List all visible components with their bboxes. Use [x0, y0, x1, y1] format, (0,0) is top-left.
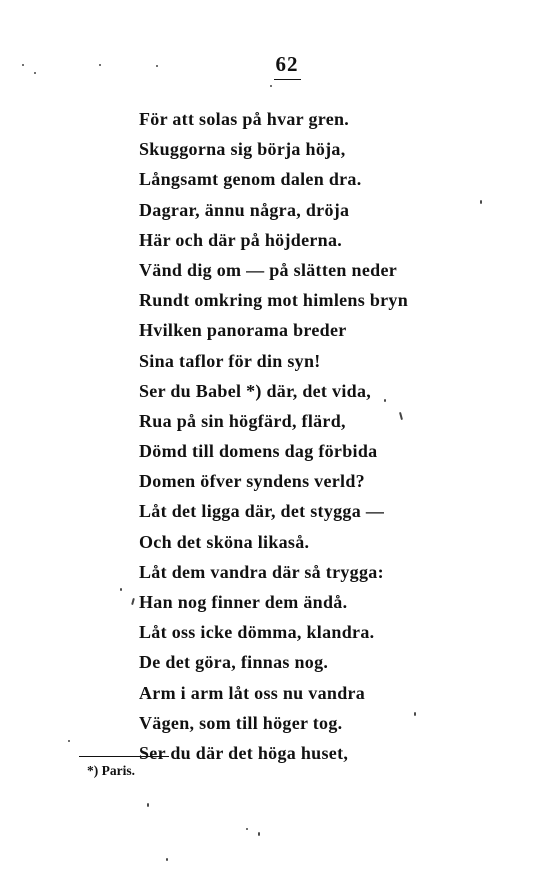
- paper-speck: [480, 200, 482, 204]
- poem-line: Ser du Babel *) där, det vida,: [139, 380, 372, 401]
- paper-speck: [414, 712, 416, 716]
- poem-line: Låt dem vandra där så trygga:: [139, 561, 384, 582]
- poem-text: [139, 104, 408, 768]
- footnote-divider: [79, 756, 169, 757]
- paper-speck: [384, 399, 386, 402]
- poem-line: Och det sköna likaså.: [139, 531, 310, 552]
- poem-line: Låt oss icke dömma, klandra.: [139, 622, 375, 643]
- paper-speck: [270, 85, 272, 87]
- poem-line: Skuggorna sig börja höja,: [139, 139, 346, 160]
- paper-speck: [258, 832, 260, 836]
- poem-line: Domen öfver syndens verld?: [139, 471, 365, 492]
- paper-speck: [131, 598, 135, 605]
- poem-line: Långsamt genom dalen dra.: [139, 169, 362, 190]
- poem-line: Låt det ligga där, det stygga —: [139, 501, 385, 522]
- paper-speck: [156, 65, 158, 67]
- poem-line: Rua på sin högfärd, flärd,: [139, 410, 346, 431]
- poem-line: För att solas på hvar gren.: [139, 109, 350, 129]
- poem-line: Ser du där det höga huset,: [139, 742, 349, 763]
- page-number-underline: [274, 79, 301, 80]
- poem-line: Dömd till domens dag förbida: [139, 441, 378, 462]
- paper-speck: [22, 64, 24, 66]
- poem-line: Han nog finner dem ändå.: [139, 592, 348, 612]
- paper-speck: [99, 64, 101, 66]
- paper-speck: [246, 828, 248, 830]
- poem-line: Arm i arm låt oss nu vandra: [139, 682, 366, 703]
- poem-line: Rundt omkring mot himlens bryn: [139, 290, 409, 311]
- paper-speck: [68, 740, 70, 742]
- paper-speck: [34, 72, 36, 74]
- poem-line: Vänd dig om — på slätten neder: [139, 259, 398, 280]
- paper-speck: [120, 588, 122, 591]
- poem-line: Här och där på höjderna.: [139, 229, 343, 250]
- footnote: *) Paris.: [87, 763, 135, 778]
- poem-line: De det göra, finnas nog.: [139, 652, 329, 673]
- paper-speck: [147, 803, 149, 807]
- poem-line: Dagrar, ännu några, dröja: [139, 199, 350, 220]
- poem-line: Vägen, som till höger tog.: [139, 712, 343, 733]
- paper-speck: [166, 858, 168, 861]
- poem-line: Sina taflor för din syn!: [139, 350, 321, 371]
- page-number: 62: [275, 52, 299, 76]
- poem-line: Hvilken panorama breder: [139, 320, 347, 341]
